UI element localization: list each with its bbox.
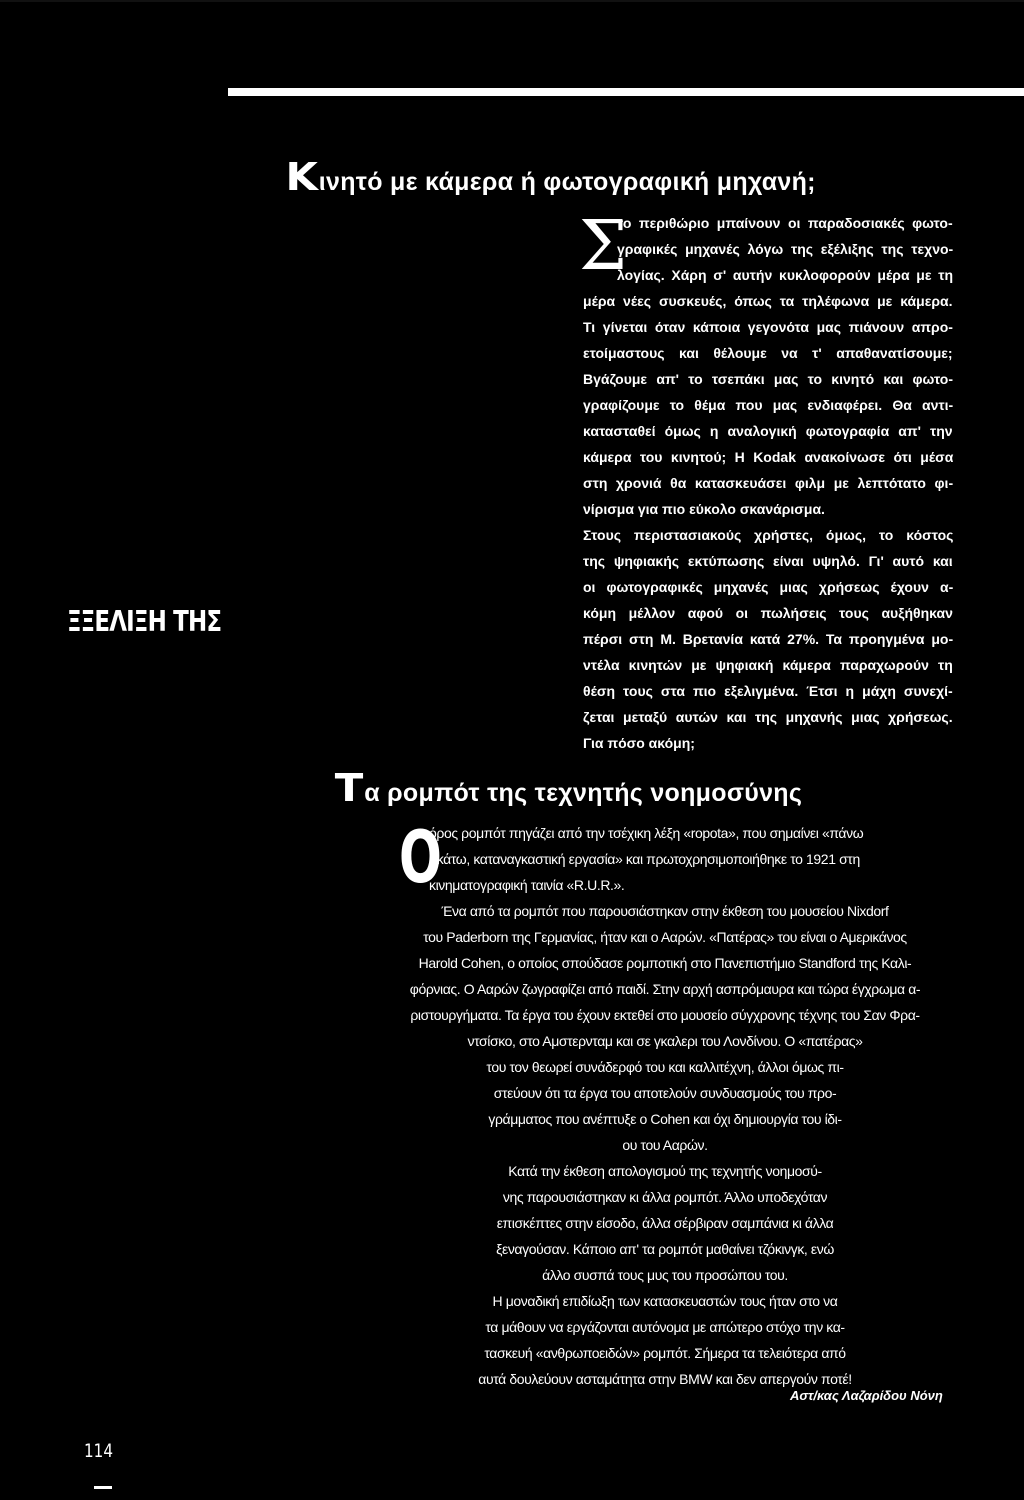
author-credit: Αστ/κας Λαζαρίδου Νόνη (790, 1388, 943, 1403)
body-line: νης παρουσιάστηκαν κι άλλα ρομπότ. Άλλο υποδεχόταν (502, 1189, 828, 1205)
body-line: Για πόσο ακόμη; (583, 735, 695, 751)
article1-body (583, 210, 953, 756)
body-line: θέση τους στα πιο εξελιγμένα. Έτσι η μάχη συνεχί- (583, 683, 953, 699)
body-line: πέρσι στη Μ. Βρετανία κατά 27%. Τα προηγμένα μο- (583, 631, 954, 647)
article1-drop-cap: Σ (579, 207, 628, 286)
body-line: επισκέπτες στην είσοδο, άλλα σέρβιραν σαμπάνια κι άλλα (496, 1215, 834, 1231)
article1-title (287, 155, 816, 199)
body-line: αυτά δουλεύουν ασταμάτητα στην BMW και δεν απεργούν ποτέ! (478, 1371, 852, 1387)
body-line: Κατά την έκθεση απολογισμού της τεχνητής νοημοσύ- (508, 1163, 822, 1179)
article1-title-initial: Κ (285, 155, 319, 199)
top-rule (228, 88, 1024, 96)
article2-title-text: α ρομπότ της τεχνητής νοημοσύνης (364, 779, 803, 807)
bottom-mark (94, 1486, 112, 1489)
body-line: ξεναγούσαν. Κάποιο απ' τα ρομπότ μαθαίνει τζόκινγκ, ενώ (496, 1241, 834, 1257)
body-line: κατασταθεί όμως η αναλογική φωτογραφία απ' την (583, 423, 953, 439)
section-label: ΞΞΕΛΙΞΗ ΤΗΣ (67, 605, 222, 638)
body-line: του τον θεωρεί συνάδερφό του και καλλιτέχνη, άλλοι όμως πι- (486, 1059, 844, 1075)
body-line: γραφίζουμε το θέμα που μας ενδιαφέρει. Θα αντι- (583, 397, 954, 413)
body-line: ντέλα κινητών με ψηφιακή κάμερα παραχωρούν τη (583, 657, 953, 673)
body-line: ντσίσκο, στο Αμστερνταμ και σε γκαλερι του Λονδίνου. Ο «πατέρας» (467, 1033, 863, 1049)
body-line: Βγάζουμε απ' το τσεπάκι μας το κινητό και φωτο- (583, 371, 954, 387)
article2-body (335, 815, 995, 1392)
page-number: 114 (84, 1440, 114, 1462)
body-line: κόμη μέλλον αφού οι πωλήσεις τους αυξήθηκαν (583, 605, 953, 621)
body-line: άλλο συσπά τους μυς του προσώπου του. (542, 1267, 788, 1283)
body-line: στη χρονιά θα κατασκευάσει φιλμ με λεπτότατο φι- (583, 475, 954, 491)
article2-drop-cap: Ο (399, 815, 442, 899)
page-edge-line (0, 0, 1024, 2)
body-line: Στους περιστασιακούς χρήστες, όμως, το κόστος (583, 527, 954, 543)
body-line: Harold Cohen, ο οποίος σπούδασε ρομποτική στο Πανεπιστήμιο Standford της Καλι- (418, 955, 912, 971)
body-line: ετοίμαστους και θέλουμε να τ' απαθανατίσουμε; (583, 345, 953, 361)
body-line: ριστουργήματα. Τα έργα του έχουν εκτεθεί στο μουσείο σύγχρονης τέχνης του Σαν Φρα- (410, 1007, 920, 1023)
body-line: κάμερα του κινητού; Η Kodak ανακοίνωσε ότι μέσα (583, 449, 954, 465)
body-line: στεύουν ότι τα έργα του αποτελούν συνδυασμούς του προ- (493, 1085, 837, 1101)
article2-title (336, 766, 802, 810)
body-line: κινηματογραφική ταινία «R.U.R.». (429, 877, 625, 893)
body-line: όρος ρομπότ πηγάζει από την τσέχικη λέξη «ropota», που σημαίνει «πάνω (429, 825, 864, 841)
body-line: λογίας. Χάρη σ' αυτήν κυκλοφορούν μέρα με τη (617, 267, 954, 283)
body-line: γραφικές μηχανές λόγω της εξέλιξης της τεχνο- (617, 241, 954, 257)
body-line: μέρα νέες συσκευές, όπως τα τηλέφωνα με κάμερα. (583, 293, 953, 309)
body-line: Τι γίνεται όταν κάποια γεγονότα μας πιάνουν απρο- (583, 319, 953, 335)
body-line: νίρισμα για πιο εύκολο σκανάρισμα. (583, 501, 825, 517)
body-line: Ένα από τα ρομπότ που παρουσιάστηκαν στην έκθεση του μουσείου Nixdorf (441, 903, 889, 919)
body-line: Η μοναδική επιδίωξη των κατασκευαστών τους ήταν στο να (492, 1293, 838, 1309)
body-line: γράμματος που ανέπτυξε ο Cohen και όχι δημιουργία του ίδι- (488, 1111, 842, 1127)
body-line: τα μάθουν να εργάζονται αυτόνομα με απώτερο στόχο την κα- (485, 1319, 845, 1335)
body-line: του Paderborn της Γερμανίας, ήταν και ο Ααρών. «Πατέρας» του είναι ο Αμερικάνος (423, 929, 907, 945)
body-line: ου του Ααρών. (622, 1137, 708, 1153)
body-line: οι φωτογραφικές μηχανές μιας χρήσεως έχουν α- (583, 579, 954, 595)
body-line: φόρνιας. Ο Ααρών ζωγραφίζει από παιδί. Στην αρχή ασπρόμαυρα και τώρα έγχρωμα α- (409, 981, 921, 997)
body-line: το περιθώριο μπαίνουν οι παραδοσιακές φωτο- (617, 215, 953, 231)
body-line: ζεται μεταξύ αυτών και της μηχανής μιας χρήσεως. (583, 709, 953, 725)
body-line: της ψηφιακής εκτύπωσης είναι υψηλό. Γι' αυτό και (583, 553, 953, 569)
article1-title-text: ινητό με κάμερα ή φωτογραφική μηχανή; (318, 168, 816, 196)
body-line: - κάτω, καταναγκαστική εργασία» και πρωτοχρησιμοποιήθηκε το 1921 στη (429, 851, 860, 867)
body-line: τασκευή «ανθρωποειδών» ρομπότ. Σήμερα τα τελειότερα από (484, 1345, 846, 1361)
article2-title-initial: Τ (334, 766, 364, 810)
